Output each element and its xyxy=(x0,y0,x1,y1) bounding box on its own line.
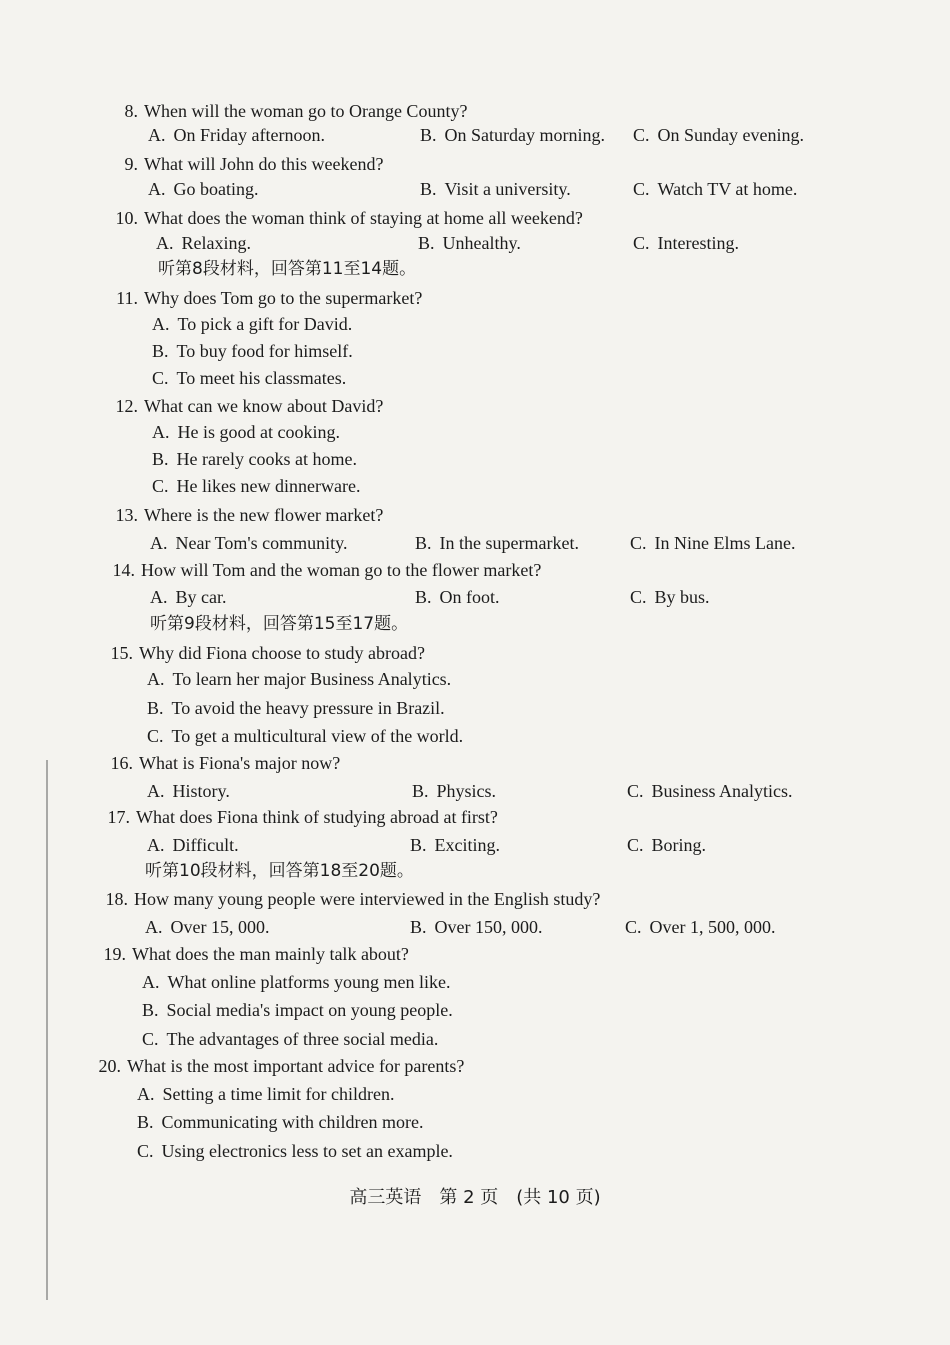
option-text: Over 15, 000. xyxy=(170,917,270,937)
option-label: A. xyxy=(145,917,163,937)
option-c xyxy=(633,124,804,146)
question-14 xyxy=(107,559,541,581)
option-text: On Sunday evening. xyxy=(657,125,804,145)
option-text: Over 1, 500, 000. xyxy=(649,917,776,937)
option-a xyxy=(148,178,259,200)
option-text: To meet his classmates. xyxy=(176,368,347,388)
option-c xyxy=(142,1028,438,1050)
question-18 xyxy=(100,888,600,910)
option-text: He likes new dinnerware. xyxy=(176,476,361,496)
question-17 xyxy=(102,806,498,828)
option-a xyxy=(150,586,227,608)
option-label: C. xyxy=(142,1029,159,1049)
question-16 xyxy=(105,752,340,774)
option-text: By bus. xyxy=(654,587,710,607)
option-text: He is good at cooking. xyxy=(177,422,340,442)
question-10 xyxy=(110,207,583,229)
option-text: By car. xyxy=(175,587,227,607)
option-text: Watch TV at home. xyxy=(657,179,798,199)
option-text: Boring. xyxy=(651,835,707,855)
question-number: 12. xyxy=(115,396,138,416)
option-label: C. xyxy=(152,368,169,388)
question-text: Why does Tom go to the supermarket? xyxy=(144,288,423,308)
option-c xyxy=(630,532,795,554)
option-c xyxy=(627,780,793,802)
question-number: 10. xyxy=(115,208,138,228)
section-heading-8: 听第8段材料，回答第11至14题。 xyxy=(158,259,417,279)
question-20 xyxy=(93,1055,464,1077)
option-text: In Nine Elms Lane. xyxy=(654,533,796,553)
question-text: Why did Fiona choose to study abroad? xyxy=(139,643,425,663)
option-text: Setting a time limit for children. xyxy=(162,1084,395,1104)
option-c xyxy=(630,586,710,608)
option-text: On foot. xyxy=(439,587,500,607)
option-text: The advantages of three social media. xyxy=(166,1029,439,1049)
option-a xyxy=(147,668,451,690)
question-number: 19. xyxy=(103,944,126,964)
option-text: On Friday afternoon. xyxy=(173,125,325,145)
option-b xyxy=(412,780,496,802)
option-c xyxy=(627,834,706,856)
option-b xyxy=(142,999,453,1021)
option-text: Physics. xyxy=(436,781,497,801)
option-c xyxy=(633,232,739,254)
option-a xyxy=(147,834,239,856)
option-label: C. xyxy=(633,125,650,145)
question-text: What is Fiona's major now? xyxy=(139,753,341,773)
option-a xyxy=(148,124,325,146)
question-number: 8. xyxy=(124,101,138,121)
option-label: B. xyxy=(137,1112,154,1132)
option-b xyxy=(147,697,445,719)
option-text: Communicating with children more. xyxy=(161,1112,424,1132)
question-12 xyxy=(110,395,383,417)
question-number: 15. xyxy=(110,643,133,663)
option-text: Unhealthy. xyxy=(442,233,521,253)
option-text: To avoid the heavy pressure in Brazil. xyxy=(171,698,445,718)
question-text: What can we know about David? xyxy=(144,396,384,416)
option-text: Social media's impact on young people. xyxy=(166,1000,453,1020)
option-label: C. xyxy=(627,835,644,855)
question-text: What is the most important advice for parents? xyxy=(127,1056,465,1076)
option-label: B. xyxy=(418,233,435,253)
option-b xyxy=(152,448,357,470)
option-label: A. xyxy=(147,669,165,689)
option-a xyxy=(156,232,251,254)
option-b xyxy=(420,178,571,200)
option-label: A. xyxy=(137,1084,155,1104)
question-13 xyxy=(110,504,383,526)
section-heading-10: 听第10段材料，回答第18至20题。 xyxy=(145,861,414,881)
option-label: A. xyxy=(148,179,166,199)
option-text: To pick a gift for David. xyxy=(177,314,353,334)
option-label: A. xyxy=(147,835,165,855)
option-a xyxy=(152,421,340,443)
option-label: C. xyxy=(630,533,647,553)
question-number: 20. xyxy=(98,1056,121,1076)
option-label: C. xyxy=(147,726,164,746)
option-label: B. xyxy=(152,341,169,361)
option-label: C. xyxy=(152,476,169,496)
option-label: C. xyxy=(630,587,647,607)
section-heading-9: 听第9段材料，回答第15至17题。 xyxy=(150,614,409,634)
question-8 xyxy=(110,100,467,122)
question-text: When will the woman go to Orange County? xyxy=(144,101,468,121)
question-number: 9. xyxy=(124,154,138,174)
option-c xyxy=(152,475,360,497)
question-text: What does the woman think of staying at home all weekend? xyxy=(144,208,583,228)
option-label: B. xyxy=(142,1000,159,1020)
question-text: Where is the new flower market? xyxy=(144,505,384,525)
option-label: B. xyxy=(152,449,169,469)
option-label: A. xyxy=(150,533,168,553)
question-number: 17. xyxy=(107,807,130,827)
option-b xyxy=(420,124,605,146)
option-label: C. xyxy=(625,917,642,937)
option-a xyxy=(147,780,230,802)
option-label: B. xyxy=(410,917,427,937)
option-text: Using electronics less to set an example. xyxy=(161,1141,453,1161)
page-footer: 高三英语 第 2 页 (共 10 页) xyxy=(349,1187,601,1208)
option-text: Business Analytics. xyxy=(651,781,793,801)
option-a xyxy=(142,971,450,993)
option-a xyxy=(137,1083,394,1105)
option-text: To buy food for himself. xyxy=(176,341,353,361)
option-label: B. xyxy=(410,835,427,855)
option-label: C. xyxy=(627,781,644,801)
option-label: A. xyxy=(156,233,174,253)
question-text: How will Tom and the woman go to the flower market? xyxy=(141,560,542,580)
option-label: C. xyxy=(633,179,650,199)
option-b xyxy=(410,916,543,938)
question-15 xyxy=(105,642,425,664)
option-text: To learn her major Business Analytics. xyxy=(172,669,452,689)
option-text: On Saturday morning. xyxy=(444,125,605,145)
option-label: B. xyxy=(147,698,164,718)
option-c xyxy=(625,916,776,938)
question-text: What does Fiona think of studying abroad at first? xyxy=(136,807,498,827)
option-label: A. xyxy=(142,972,160,992)
option-label: A. xyxy=(147,781,165,801)
option-a xyxy=(152,313,352,335)
option-text: He rarely cooks at home. xyxy=(176,449,357,469)
option-a xyxy=(145,916,269,938)
option-text: Over 150, 000. xyxy=(434,917,543,937)
question-number: 18. xyxy=(105,889,128,909)
option-b xyxy=(415,532,579,554)
option-c xyxy=(152,367,346,389)
option-label: A. xyxy=(148,125,166,145)
question-text: How many young people were interviewed in the English study? xyxy=(134,889,601,909)
option-label: B. xyxy=(420,179,437,199)
option-b xyxy=(137,1111,423,1133)
question-number: 13. xyxy=(115,505,138,525)
question-text: What will John do this weekend? xyxy=(144,154,384,174)
option-text: Go boating. xyxy=(173,179,259,199)
option-text: History. xyxy=(172,781,230,801)
option-text: In the supermarket. xyxy=(439,533,579,553)
question-number: 16. xyxy=(110,753,133,773)
option-text: Interesting. xyxy=(657,233,739,253)
option-label: A. xyxy=(152,314,170,334)
option-b xyxy=(410,834,500,856)
question-number: 11. xyxy=(116,288,138,308)
question-19 xyxy=(98,943,409,965)
option-b xyxy=(418,232,521,254)
option-c xyxy=(147,725,463,747)
option-c xyxy=(137,1140,453,1162)
option-a xyxy=(150,532,347,554)
option-label: B. xyxy=(412,781,429,801)
option-b xyxy=(415,586,500,608)
question-text: What does the man mainly talk about? xyxy=(132,944,409,964)
option-label: A. xyxy=(150,587,168,607)
question-9 xyxy=(110,153,383,175)
option-text: To get a multicultural view of the world. xyxy=(171,726,464,746)
option-label: B. xyxy=(415,533,432,553)
option-label: C. xyxy=(137,1141,154,1161)
question-number: 14. xyxy=(112,560,135,580)
option-text: What online platforms young men like. xyxy=(167,972,451,992)
option-text: Difficult. xyxy=(172,835,239,855)
option-b xyxy=(152,340,353,362)
option-label: A. xyxy=(152,422,170,442)
option-c xyxy=(633,178,797,200)
option-text: Visit a university. xyxy=(444,179,571,199)
option-text: Exciting. xyxy=(434,835,501,855)
option-label: C. xyxy=(633,233,650,253)
option-label: B. xyxy=(420,125,437,145)
option-text: Relaxing. xyxy=(181,233,251,253)
option-label: B. xyxy=(415,587,432,607)
option-text: Near Tom's community. xyxy=(175,533,348,553)
question-11 xyxy=(110,287,422,309)
